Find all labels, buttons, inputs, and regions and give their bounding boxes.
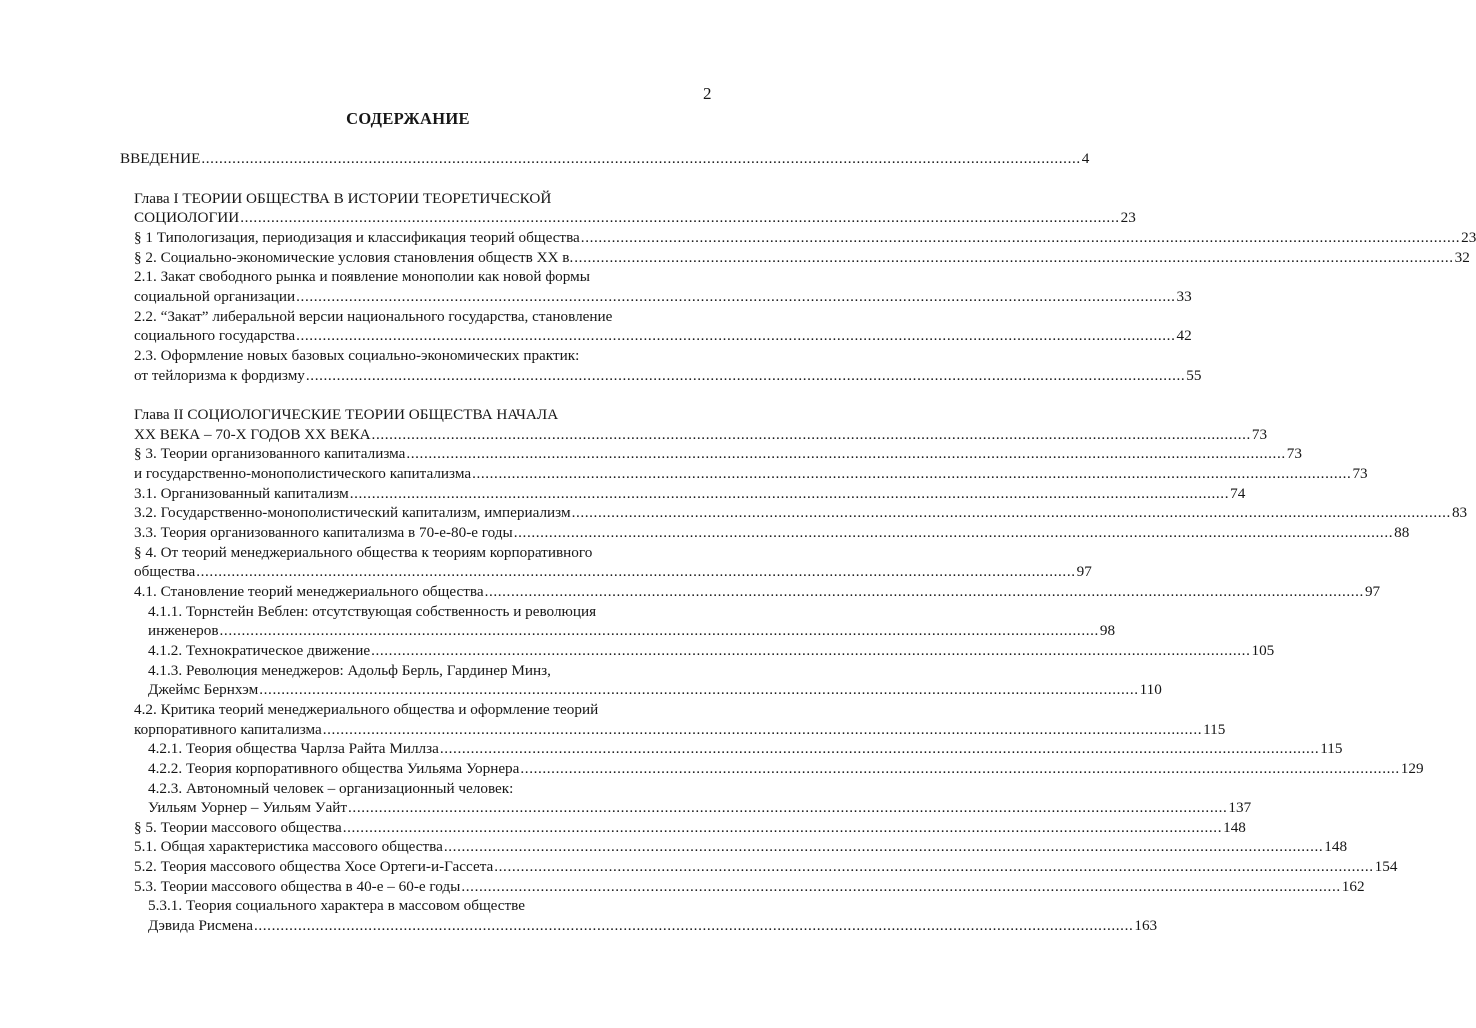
toc-entry-text: социального государства xyxy=(134,327,296,345)
toc-page-number: 33 xyxy=(1176,287,1192,305)
dot-leader: ........................................................................................................................................................................................................ xyxy=(520,759,1400,777)
dot-leader: ........................................................................................................................................................................................................ xyxy=(439,740,1320,758)
page-number: 2 xyxy=(703,84,712,103)
dot-leader: ........................................................................................................................................................................................................ xyxy=(348,799,1228,817)
toc-entry-text: 4.2.1. Теория общества Чарлза Райта Миллза xyxy=(148,740,439,758)
toc-entry-text: 5.2. Теория массового общества Хосе Ортеги-и-Гассета xyxy=(134,858,494,876)
dot-leader: ........................................................................................................................................................................................................ xyxy=(296,327,1176,345)
dot-leader: ........................................................................................................................................................................................................ xyxy=(296,287,1176,305)
toc-page-number: 98 xyxy=(1099,622,1116,640)
toc-entry-text: § 5. Теории массового общества xyxy=(134,818,342,836)
toc-entry xyxy=(134,700,712,720)
toc-entry-text: инженеров xyxy=(148,622,219,640)
toc-entry xyxy=(134,405,712,425)
dot-leader: ........................................................................................................................................................................................................ xyxy=(305,366,1186,384)
toc-entry-text: 2.2. “Закат” либеральной версии национального государства, становление xyxy=(134,307,613,325)
toc-entry xyxy=(148,661,712,681)
toc-entry-text: 3.3. Теория организованного капитализма в 70-е-80-е годы xyxy=(134,524,513,542)
toc-entry-text: 4.1.2. Технократическое движение xyxy=(148,641,371,659)
toc-entry-text: ВВЕДЕНИЕ xyxy=(120,150,201,167)
dot-leader: ........................................................................................................................................................................................................ xyxy=(472,465,1352,483)
toc-entry xyxy=(134,818,1246,838)
toc-entry-text: 4.2.3. Автономный человек – организационный человек: xyxy=(148,779,514,797)
toc-entry xyxy=(134,189,712,209)
dot-leader: ........................................................................................................................................................................................................ xyxy=(571,504,1451,522)
toc-page-number: 148 xyxy=(1223,818,1246,836)
toc-page-number: 55 xyxy=(1186,366,1202,384)
toc-entry xyxy=(148,779,712,799)
page-title: СОДЕРЖАНИЕ xyxy=(346,109,470,128)
toc-entry-text: 4.1.3. Революция менеджеров: Адольф Берль, Гардинер Минз, xyxy=(148,661,551,679)
dot-leader: ........................................................................................................................................................................................................ xyxy=(259,681,1139,699)
dot-leader: ........................................................................................................................................................................................................ xyxy=(219,622,1099,640)
toc-entry xyxy=(134,484,1246,504)
toc-entry-continuation xyxy=(134,425,1268,445)
toc-page-number: 42 xyxy=(1176,327,1192,345)
toc-entry-text: 3.2. Государственно-монополистический капитализм, империализм xyxy=(134,504,571,522)
toc-entry xyxy=(134,346,712,366)
dot-leader: ........................................................................................................................................................................................................ xyxy=(371,641,1251,659)
toc-entry xyxy=(148,739,1343,759)
toc-entry-text: XX ВЕКА – 70-Х ГОДОВ XX ВЕКА xyxy=(134,425,371,443)
toc-entry xyxy=(134,267,712,287)
toc-page-number: 162 xyxy=(1341,877,1365,895)
dot-leader: ........................................................................................................................................................................................................ xyxy=(253,917,1134,935)
toc-entry-text: общества xyxy=(134,563,196,581)
toc-page-number: 88 xyxy=(1394,524,1410,542)
toc-page-number: 137 xyxy=(1228,799,1252,817)
toc-entry xyxy=(148,759,1424,779)
toc-page-number: 97 xyxy=(1364,583,1381,600)
toc-entry xyxy=(148,896,712,916)
toc-entry-text: Уильям Уорнер – Уильям Уайт xyxy=(148,799,348,817)
toc-page-number: 83 xyxy=(1451,504,1468,522)
toc-page-number: 154 xyxy=(1374,858,1398,876)
dot-leader: ........................................................................................................................................................................................................ xyxy=(342,818,1223,836)
dot-leader: ........................................................................................................................................................................................................ xyxy=(484,583,1364,600)
toc-entry-text: Дэвида Рисмена xyxy=(148,917,253,935)
toc-entry-text: § 2. Социально-экономические условия становления обществ XX в. xyxy=(134,248,574,266)
toc-entry xyxy=(134,837,1348,857)
toc-entry-continuation xyxy=(148,621,1116,641)
toc-page-number: 97 xyxy=(1076,563,1092,581)
dot-leader: ........................................................................................................................................................................................................ xyxy=(240,209,1120,227)
toc-entry-text: корпоративного капитализма xyxy=(134,720,322,738)
toc-entry-text: и государственно-монополистического капитализма xyxy=(134,465,472,483)
toc-page-number: 23 xyxy=(1461,228,1476,246)
dot-leader: ........................................................................................................................................................................................................ xyxy=(443,838,1324,856)
toc-entry-text: социальной организации xyxy=(134,287,296,305)
toc-entry-continuation xyxy=(134,562,1092,582)
toc-entry xyxy=(134,543,712,563)
toc-entry-text: § 3. Теории организованного капитализма xyxy=(134,445,406,463)
dot-leader: ........................................................................................................................................................................................................ xyxy=(494,858,1374,876)
toc-entry xyxy=(134,248,1470,268)
dot-leader: ........................................................................................................................................................................................................ xyxy=(580,228,1461,246)
toc-entry-text: 4.1.1. Торнстейн Веблен: отсутствующая собственность и революция xyxy=(148,602,597,620)
toc-page-number: 73 xyxy=(1352,465,1368,483)
toc-entry xyxy=(134,464,1368,484)
toc-entry-continuation xyxy=(148,798,1252,818)
toc-entry xyxy=(134,503,1468,523)
toc-page-number: 73 xyxy=(1251,425,1268,443)
dot-leader: ........................................................................................................................................................................................................ xyxy=(371,425,1251,443)
toc-entry xyxy=(134,523,1410,543)
toc-page-number: 105 xyxy=(1251,641,1275,659)
toc-page-number: 32 xyxy=(1454,248,1470,266)
toc-entry-text: 3.1. Организованный капитализм xyxy=(134,484,349,502)
toc-entry-text: 4.1. Становление теорий менеджериального общества xyxy=(134,583,484,600)
toc-entry-text: Джеймс Бернхэм xyxy=(148,681,259,699)
toc-entry xyxy=(134,228,1476,248)
toc-page-number: 110 xyxy=(1139,681,1162,699)
dot-leader: ........................................................................................................................................................................................................ xyxy=(406,445,1286,463)
dot-leader: ........................................................................................................................................................................................................ xyxy=(574,248,1454,266)
toc-entry-text: СОЦИОЛОГИИ xyxy=(134,209,240,227)
toc-entry xyxy=(134,444,1302,464)
toc-entry-continuation xyxy=(134,326,1192,346)
toc-entry xyxy=(120,149,1090,169)
toc-entry-text: § 1 Типологизация, периодизация и классификация теорий общества xyxy=(134,228,580,246)
toc-entry-continuation xyxy=(134,366,1202,386)
toc-entry-text: 5.1. Общая характеристика массового общества xyxy=(134,838,443,856)
toc-entry-text: 5.3. Теории массового общества в 40-е – 60-е годы xyxy=(134,877,461,895)
toc-page-number: 4 xyxy=(1081,150,1090,167)
toc-entry-text: 4.2. Критика теорий менеджериального общества и оформление теорий xyxy=(134,700,599,718)
toc-entry-text: 2.3. Оформление новых базовых социально-экономических практик: xyxy=(134,346,580,364)
toc-page-number: 148 xyxy=(1324,838,1348,856)
toc-entry-text: от тейлоризма к фордизму xyxy=(134,366,305,384)
toc-page-number: 115 xyxy=(1320,740,1343,758)
toc-page-number: 115 xyxy=(1203,720,1226,738)
toc-entry-text: Глава I ТЕОРИИ ОБЩЕСТВА В ИСТОРИИ ТЕОРЕТИЧЕСКОЙ xyxy=(134,189,552,207)
toc-entry xyxy=(134,582,1381,602)
toc-entry-text: § 4. От теорий менеджериального общества к теориям корпоративного xyxy=(134,543,593,561)
dot-leader: ........................................................................................................................................................................................................ xyxy=(201,150,1081,167)
dot-leader: ........................................................................................................................................................................................................ xyxy=(349,484,1230,502)
toc-entry xyxy=(148,602,712,622)
dot-leader: ........................................................................................................................................................................................................ xyxy=(513,524,1394,542)
toc-entry-text: 2.1. Закат свободного рынка и появление монополии как новой формы xyxy=(134,268,590,286)
toc-entry-continuation xyxy=(134,208,1136,228)
toc-entry-continuation xyxy=(134,287,1192,307)
dot-leader: ........................................................................................................................................................................................................ xyxy=(196,563,1076,581)
toc-entry-text: Глава II СОЦИОЛОГИЧЕСКИЕ ТЕОРИИ ОБЩЕСТВА НАЧАЛА xyxy=(134,406,559,424)
toc-page-number: 163 xyxy=(1134,917,1158,935)
toc-entry xyxy=(134,307,712,327)
toc-entry-continuation xyxy=(148,680,1162,700)
dot-leader: ........................................................................................................................................................................................................ xyxy=(461,877,1341,895)
dot-leader: ........................................................................................................................................................................................................ xyxy=(322,720,1203,738)
toc-entry xyxy=(134,877,1365,897)
toc-entry-continuation xyxy=(134,720,1226,740)
toc-page-number: 74 xyxy=(1230,484,1246,502)
toc-page-number: 23 xyxy=(1120,209,1136,227)
toc-entry-text: 5.3.1. Теория социального характера в массовом обществе xyxy=(148,897,526,915)
toc-entry xyxy=(148,641,1275,661)
toc-entry xyxy=(134,857,1398,877)
toc-entry-text: 4.2.2. Теория корпоративного общества Уильяма Уорнера xyxy=(148,759,520,777)
toc-page-number: 129 xyxy=(1400,759,1424,777)
toc-page-number: 73 xyxy=(1286,445,1302,463)
toc-entry-continuation xyxy=(148,916,1158,936)
